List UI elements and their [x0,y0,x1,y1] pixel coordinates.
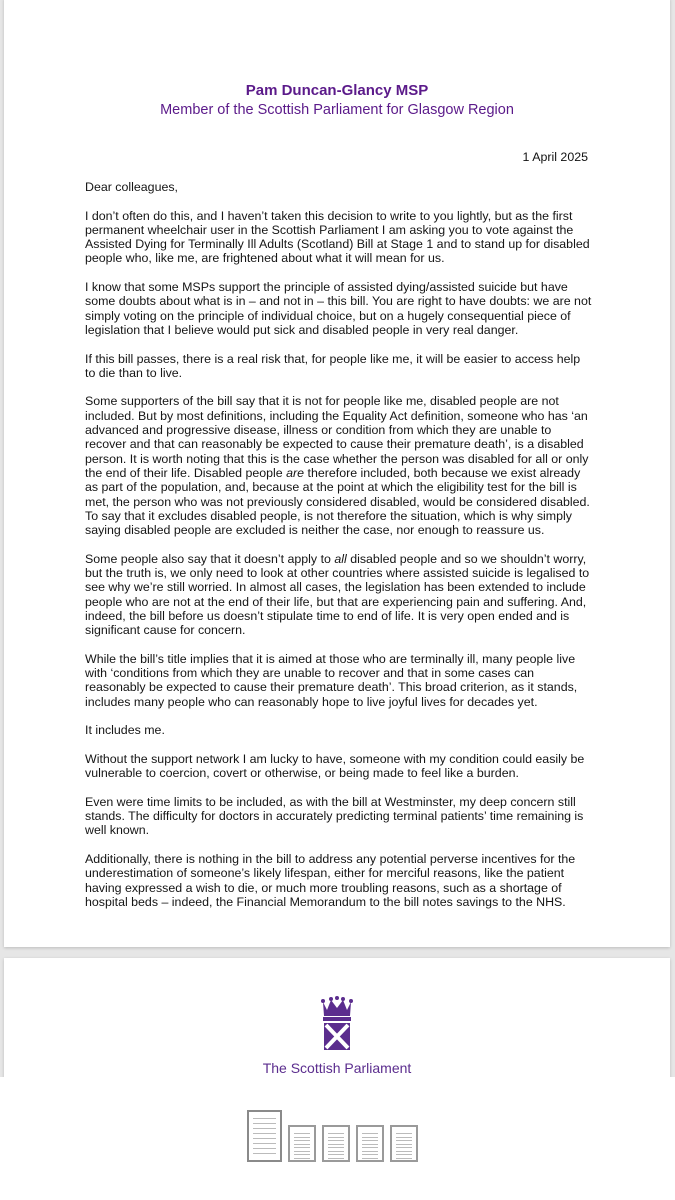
text-segment: Even were time limits to be included, as with the bill at Westminster, my deep concern still [85,794,576,809]
text-segment: To say that it excludes disabled people, is not therefore the situation, which is why simply [85,508,572,523]
text-segment: indeed, the bill before us doesn’t stipulate time to end of life. It is very open ended and is [85,608,570,623]
text-line [85,294,605,308]
text-segment: It includes me. [85,723,165,738]
text-line [85,495,605,509]
text-line [85,680,605,694]
page-1 [4,0,670,947]
letter-body [85,180,605,923]
text-segment: hospital beds – indeed, the Financial Memorandum to the bill notes savings to the NHS. [85,894,566,909]
text-segment: Without the support network I am lucky to have, someone with my condition could easily be [85,751,585,766]
text-line [85,881,605,895]
paragraph [85,652,605,709]
text-segment: Some supporters of the bill say that it is not for people like me, disabled people are not [85,394,559,409]
paragraph [85,209,605,266]
page-thumbnail-2[interactable] [288,1125,316,1162]
text-line [85,795,605,809]
text-segment: some doubts about what is in – and not in – this bill. You are right to have doubts: we are not [85,294,592,309]
page-thumbnail-4[interactable] [356,1125,384,1162]
letter-date: 1 April 2025 [522,150,588,164]
text-line [85,523,605,537]
text-line [85,280,605,294]
letter-author: Pam Duncan-Glancy MSP [245,82,429,99]
italic-text: all [334,551,347,566]
text-segment: saying disabled people are excluded is neither the case, nor enough to reassure us. [85,523,545,538]
text-segment: included. But by most definitions, including the Equality Act definition, someone who has ‘an [85,408,588,423]
text-line [85,552,605,566]
text-line [85,623,605,637]
text-segment: people who, like me, are frightened about what it will mean for us. [85,251,445,266]
text-line [85,595,605,609]
text-line [85,251,605,265]
text-segment: significant cause for concern. [85,623,246,638]
text-segment: Additionally, there is nothing in the bill to address any potential perverse incentives for the [85,851,576,866]
text-line [85,809,605,823]
logo-text: The Scottish Parliament [262,1060,412,1076]
text-segment: with ‘conditions from which they are unable to recover and that in some cases can [85,666,535,681]
text-segment: disabled people and so we shouldn’t worry, [346,551,587,566]
text-line [85,409,605,423]
text-segment: as part of the population, and, because at the point at which the eligibility test for the bill is [85,480,577,495]
paragraph [85,352,605,381]
text-segment: permanent wheelchair user in the Scottish Parliament I am asking you to vote against the [85,222,574,237]
paragraph [85,280,605,337]
text-segment: the end of their life. Disabled people [85,465,287,480]
text-line [85,323,605,337]
text-segment: but the truth is, we only need to look at other countries where assisted suicide is legalised to [85,566,590,581]
paragraph [85,752,605,781]
paragraph [85,852,605,909]
text-segment: Some people also say that it doesn’t apply to [85,551,335,566]
text-segment: therefore included, both because we exist already [304,465,581,480]
text-segment: legislation that I believe would put sick and disabled people in very real danger. [85,322,519,337]
text-line [85,452,605,466]
text-segment: I don’t often do this, and I haven’t taken this decision to write to you lightly, but as the first [85,208,573,223]
paragraph [85,795,605,838]
text-line [85,766,605,780]
text-line [85,237,605,251]
paragraph [85,552,605,638]
text-segment: I know that some MSPs support the principle of assisted dying/assisted suicide but have [85,280,568,295]
text-segment: see why we’re still worried. In almost all cases, the legislation has been extended to include [85,580,586,595]
text-segment: underestimation of someone’s likely lifespan, either for merciful reasons, like the patient [85,866,565,881]
page-thumbnails [247,1110,418,1162]
scottish-parliament-logo [4,996,670,1057]
text-line [85,609,605,623]
text-line [85,509,605,523]
text-line [85,466,605,480]
text-segment: recover and that can reasonably be expected to cause their premature death’, is a disabled [85,437,584,452]
page-thumbnail-3[interactable] [322,1125,350,1162]
text-segment: includes many people who can reasonably hope to live joyful lives for decades yet. [85,694,538,709]
text-line [85,823,605,837]
paragraph [85,723,605,737]
letter-role: Member of the Scottish Parliament for Glasgow Region [160,102,514,118]
text-segment: stands. The difficulty for doctors in accurately predicting terminal patients’ time remaining is [85,809,584,824]
text-segment: having expressed a wish to die, or much more troubling reasons, such as a shortage of [85,880,562,895]
text-segment: Assisted Dying for Terminally Ill Adults (Scotland) Bill at Stage 1 and to stand up for disabled [85,237,590,252]
text-segment: met, the person who was not previously considered disabled, would be considered disabled. [85,494,590,509]
page-thumbnail-1[interactable] [247,1110,282,1162]
text-line [85,723,605,737]
text-line [85,480,605,494]
text-line [85,866,605,880]
page-2 [4,958,670,1077]
text-line [85,352,605,366]
text-line [85,580,605,594]
text-line [85,695,605,709]
text-line [85,752,605,766]
text-line [85,309,605,323]
text-line [85,223,605,237]
text-line [85,366,605,380]
paragraph [85,394,605,537]
text-segment: person. It is worth noting that this is the case whether the person was disabled for all or only [85,451,589,466]
text-segment: well known. [85,823,150,838]
text-segment: If this bill passes, there is a real risk that, for people like me, it will be easier to access help [85,351,581,366]
italic-text: are [286,465,305,480]
text-segment: people who are not at the end of their life, but that are experiencing pain and suffering. And, [85,594,587,609]
text-line [85,895,605,909]
text-line [85,209,605,223]
text-line [85,652,605,666]
text-segment: advanced and progressive disease, illness or condition from which they are unable to [85,423,552,438]
text-line [85,394,605,408]
text-segment: reasonably be expected to cause their premature death’. This broad criterion, as it stands, [85,680,578,695]
text-line [85,666,605,680]
salutation: Dear colleagues, [85,180,178,194]
text-segment: simply voting on the principle of individual choice, but on a hugely consequential piece of [85,308,571,323]
text-line [85,852,605,866]
page-thumbnail-5[interactable] [390,1125,418,1162]
text-line [85,566,605,580]
text-segment: vulnerable to coercion, covert or otherwise, or being made to feel like a burden. [85,766,519,781]
text-segment: While the bill’s title implies that it is aimed at those who are terminally ill, many people live [85,651,576,666]
text-line [85,423,605,437]
text-segment: to die than to live. [85,365,183,380]
text-line [85,437,605,451]
